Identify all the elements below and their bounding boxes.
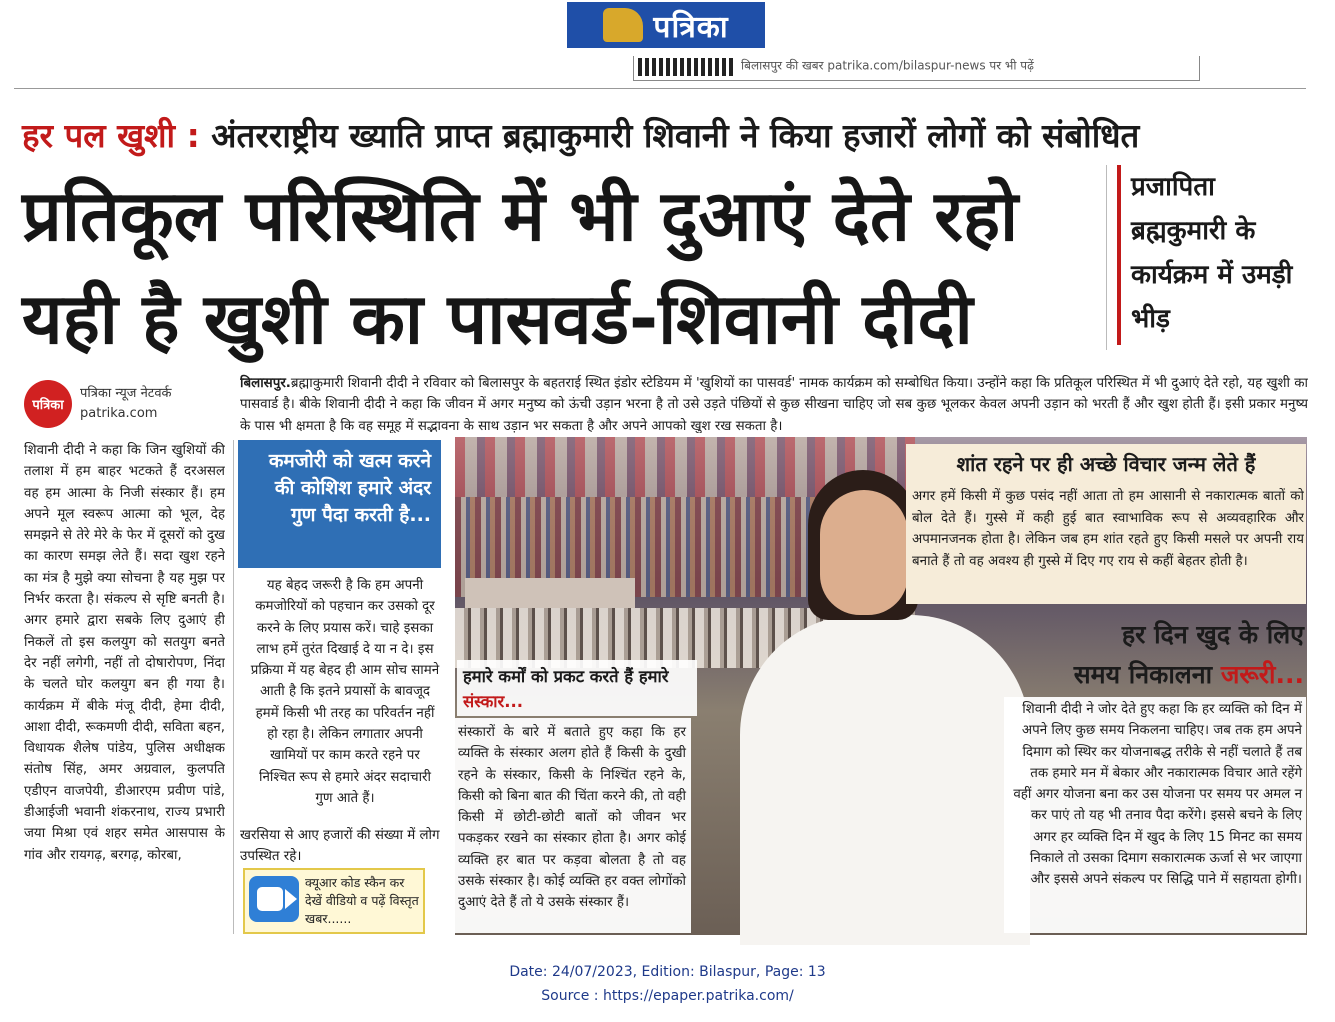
headline-line-1: प्रतिकूल परिस्थिति में भी दुआएं देते रहो	[22, 175, 1019, 257]
column-divider	[233, 440, 234, 934]
article-column-2: यह बेहद जरूरी है कि हम अपनी कमजोरियों को पहचान कर उसको दूर करने के लिए प्रयास करें। चाहे इसका लाभ हमें तुरंत दिखाई दे या न दे। इस प्रक्रिया में यह बेहद ही आम सोच सामने आती है कि इतने प्रयासों के बावजूद हममें किसी भी तरह का परिवर्तन नहीं हो रहा है। लेकिन लगातार अपनी खामियों पर काम करते रहने पर निश्चित रूप से हमारे अंदर सदाचारी गुण आते हैं।	[250, 578, 440, 806]
byline	[80, 384, 230, 424]
intro-text: ब्रह्माकुमारी शिवानी दीदी ने रविवार को बिलासपुर के बहतराई स्थित इंडोर स्टेडियम में 'खुशियों का पासवर्ड' नामक कार्यक्रम को सम्बोधित किया। उन्होंने कहा कि प्रतिकूल परिस्थित में भी दुआएं देते रहो, यह खुशी का पासवार्ड है। बीके शिवानी दीदी ने कहा कि जीवन में अगर मनुष्य को ऊंची उड़ान भरना है तो उसे उड़ते पंछियों से कुछ सीखना चाहिए जो सब कुछ भूलकर केवल अपनी उड़ान को भरती हैं और खुश होती हैं। इसी प्रकार मनुष्य के पास भी क्षमता है कि वह समूह में सद्भावना के साथ उड़ान भर सकता है और अपने आपको खुश रख सकता है।	[240, 376, 1308, 433]
top-strip	[633, 56, 1200, 81]
main-headline	[22, 165, 1107, 371]
subhead-sanskar-text: हमारे कर्मों को प्रकट करते हैं हमारे	[463, 667, 669, 686]
subhead-time-red: जरूरी...	[1220, 660, 1304, 689]
qr-code-icon	[638, 58, 733, 76]
patrika-logo	[567, 2, 765, 48]
footer-date: Date: 24/07/2023, Edition: Bilaspur, Page: 13	[509, 964, 826, 980]
quote-box-title: शांत रहने पर ही अच्छे विचार जन्म लेते हैं	[956, 452, 1256, 476]
video-camera-icon[interactable]	[249, 876, 299, 922]
qr-promo-text: क्यूआर कोड स्कैन कर देखें वीडियो व पढ़ें विस्तृत खबर......	[305, 875, 419, 926]
kicker	[22, 112, 1302, 160]
dateline: बिलासपुर.	[240, 376, 291, 391]
subhead-sanskar	[457, 660, 697, 716]
footer-source[interactable]: Source : https://epaper.patrika.com/	[541, 988, 794, 1004]
top-strip-text: बिलासपुर की खबर patrika.com/bilaspur-news पर भी पढ़ें	[741, 58, 1034, 73]
subhead-sanskar-red: संस्कार...	[463, 692, 524, 711]
camera-lens	[257, 887, 283, 911]
byline-site: patrika.com	[80, 406, 158, 421]
lion-emblem-icon	[603, 8, 643, 42]
photo-stage	[465, 578, 635, 608]
subhead-time	[1010, 615, 1304, 695]
article-column-3: संस्कारों के बारे में बताते हुए कहा कि हर व्यक्ति के संस्कार अलग होते हैं किसी के दुखी रहने के संस्कार, किसी के निश्चिंत रहने के, किसी को बिना बात की चिंता करने की, तो वही किसी में छोटी-छोटी बातों को जीवन भर पकड़कर रखने का संस्कार होता है। अगर कोई व्यक्ति हर बात पर कड़वा बोलता है तो वह उसके संस्कार है। कोई व्यक्ति हर वक्त लोगोंको दुआएं देते हैं तो ये उसके संस्कार हैं।	[453, 718, 691, 933]
article-column-2-end: खरसिया से आए हजारों की संख्या में लोग उपस्थित रहे।	[240, 828, 440, 864]
kicker-label: हर पल खुशी :	[22, 116, 200, 155]
kicker-text: अंतरराष्ट्रीय ख्याति प्राप्त ब्रह्माकुमारी शिवानी ने किया हजारों लोगों को संबोधित	[211, 116, 1140, 155]
masthead-name: पत्रिका	[653, 9, 729, 45]
byline-logo: पत्रिका	[24, 380, 72, 428]
subhead-time-line-1: हर दिन खुद के लिए	[1121, 620, 1304, 649]
speaker-face	[820, 490, 908, 615]
byline-agency: पत्रिका न्यूज नेटवर्क	[80, 386, 172, 401]
source-footer	[0, 960, 1335, 1008]
speaker-robe	[740, 615, 1030, 945]
side-headline: प्रजापिता ब्रह्मकुमारी के कार्यक्रम में उमड़ी भीड़	[1117, 165, 1317, 345]
article-column-1: शिवानी दीदी ने कहा कि जिन खुशियों की तलाश में हम बाहर भटकते हैं दरअसल वह हम आत्मा के निजी संस्कार हैं। हम अपने मूल स्वरूप आत्मा को भूल, देह समझने से तेरे मेरे के फेर में दूसरों को दुख का कारण समझ लेते हैं। सदा खुश रहने का मंत्र है मुझे क्या सोचना है यह मुझ पर निर्भर करता है। संकल्प से सृष्टि बनती है। अगर हमारे द्वारा सबके लिए दुआएं ही निकलें तो इस कलयुग को सतयुग बनते देर नहीं लगेगी, नहीं तो दोषारोपण, निंदा के चलते घोर कलयुग बन ही गया है। कार्यक्रम में बीके मंजू दीदी, हेमा दीदी, आशा दीदी, रूकमणी दीदी, सविता बहन, विधायक शैलेष पांडेय, पुलिस अधीक्षक संतोष सिंह, अमर अग्रवाल, कुलपति एडीएन वाजपेयी, डीआरएम प्रवीण पांडे, डीआईजी भवानी शंकरनाथ, राज्य प्रभारी जया मिश्रा एवं शहर समेत आसपास के गांव और रायगढ़, बरगढ़, कोरबा,	[24, 443, 225, 863]
intro-paragraph	[240, 373, 1308, 433]
quote-box-text: अगर हमें किसी में कुछ पसंद नहीं आता तो हम आसानी से नकारात्मक बातों को बोल देते हैं। गुस्से में कही हुई बात स्वाभाविक रूप से अव्यवहारिक और अपमानजनक होता है। लेकिन जब हम शांत रहते हुए किसी मसले पर अपनी राय बनाते हैं तो वह अवश्य ही गुस्से में दिए गए राय से कहीं बेहतर होती है।	[912, 489, 1304, 569]
headline-line-2: यही है खुशी का पासवर्ड-शिवानी दीदी	[22, 278, 973, 360]
subhead-box-weakness: कमजोरी को खत्म करने की कोशिश हमारे अंदर गुण पैदा करती है...	[238, 440, 441, 568]
article-column-4: शिवानी दीदी ने जोर देते हुए कहा कि हर व्यक्ति को दिन में अपने लिए कुछ समय निकलना चाहिए। जब तक हम अपने दिमाग को स्थिर कर योजनाबद्ध तरीके से नहीं चलाते हैं तब तक हमारे मन में बेकार और नकारात्मक विचार आते रहेंगे वहीं अगर योजना बना कर उस योजना पर समय पर अमल न कर पाएं तो यह भी तनाव पैदा करेंगे। इससे बचने के लिए अगर हर व्यक्ति दिन में खुद के लिए 15 मिनट का समय निकाले तो उसका दिमाग सकारात्मक ऊर्जा से भर जाएगा और इससे अपने संकल्प पर सिद्धि पाने में सहायता होगी।	[1004, 697, 1306, 933]
subhead-time-line-2: समय निकालना	[1073, 660, 1213, 689]
